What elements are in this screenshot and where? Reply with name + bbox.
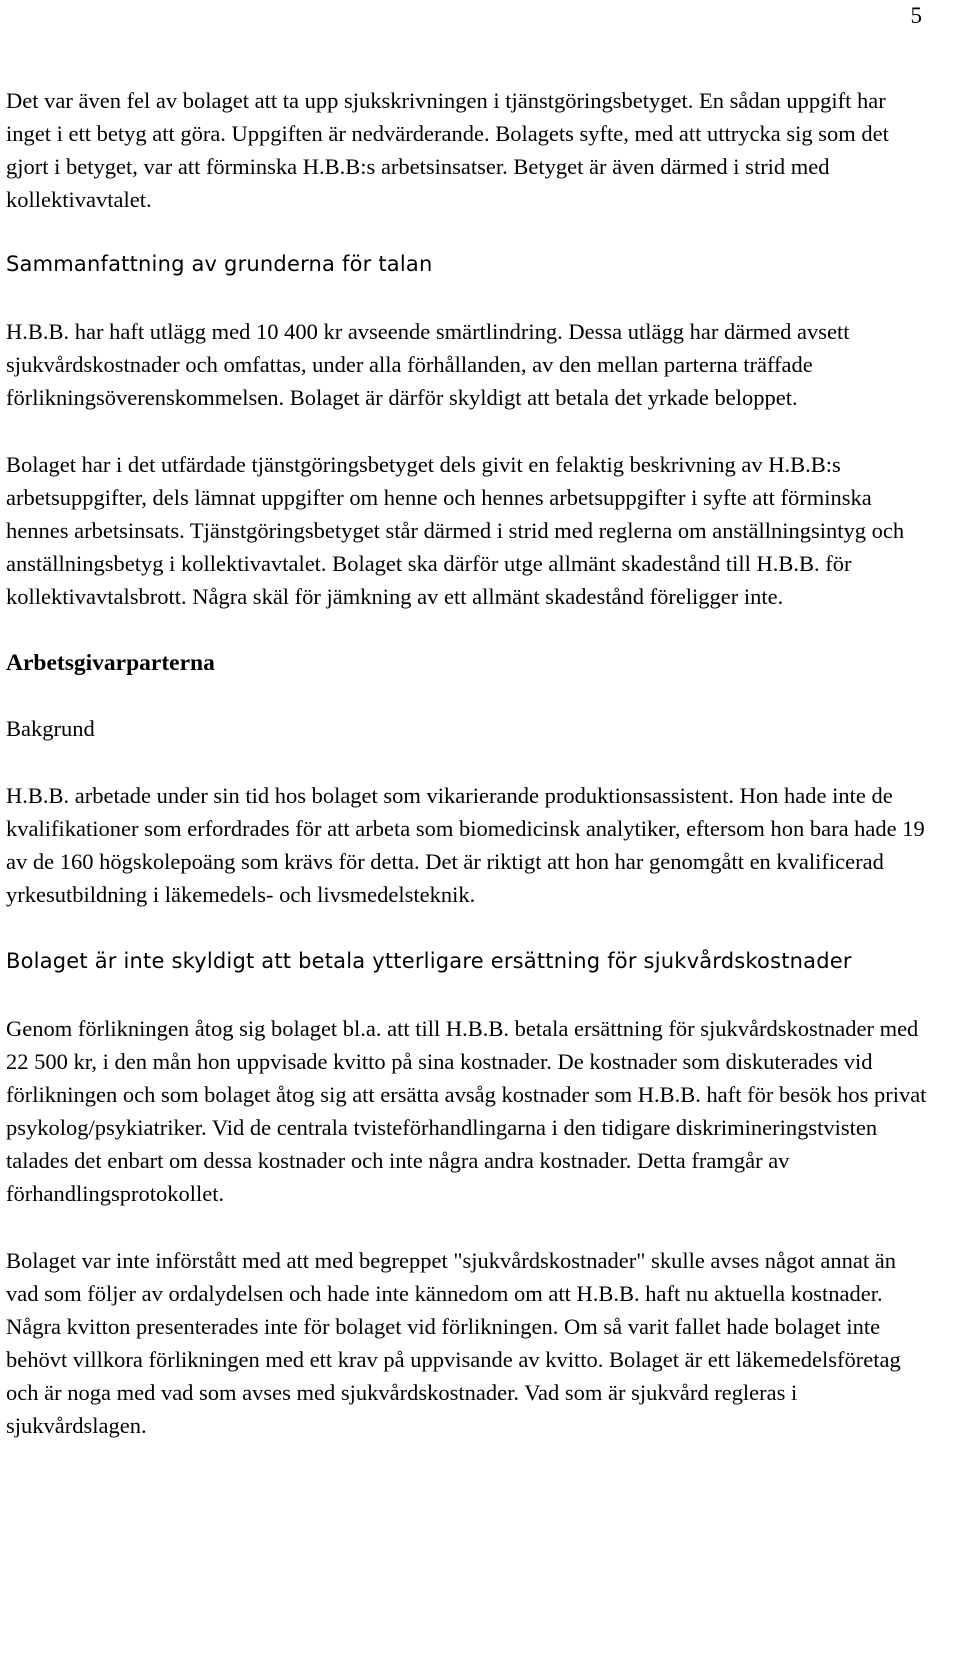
paragraph-bakgrund: H.B.B. arbetade under sin tid hos bolaget som vikarierande produktionsassistent. Hon hade inte de kvalifikationer som erfordrades för att arbeta som biomedicinsk analytiker, eftersom hon bara hade 19 av de 160 högskolepoäng som krävs för detta. Det är riktigt att hon har genomgått en kvalificerad yrkesutbildning i läkemedels- och livsmedelsteknik.: [6, 783, 925, 907]
heading-arbetsgivarparterna: Arbetsgivarparterna: [6, 650, 215, 676]
paragraph-tjanstgoringsbetyg: Bolaget har i det utfärdade tjänstgöringsbetyget dels givit en felaktig beskrivning av H.B.B:s arbetsuppgifter, dels lämnat uppgifter om henne och hennes arbetsuppgifter i syfte att förminska hennes arbetsinsats. Tjänstgöringsbetyget står därmed i strid med reglerna om anställningsintyg och anställningsbetyg i kollektivavtalet. Bolaget ska därför utge allmänt skadestånd till H.B.B. för kollektivavtalsbrott. Några skäl för jämkning av ett allmänt skadestånd föreligger inte.: [6, 452, 905, 609]
paragraph-sjukskrivning: Det var även fel av bolaget att ta upp sjukskrivningen i tjänstgöringsbetyget. En sådan uppgift har inget i ett betyg att göra. Uppgiften är nedvärderande. Bolagets syfte, med att uttrycka sig som det gjort i betyget, var att förminska H.B.B:s arbetsinsatser. Betyget är även därmed i strid med kollektivavtalet.: [6, 88, 889, 212]
paragraph-forlikningen: Genom förlikningen åtog sig bolaget bl.a. att till H.B.B. betala ersättning för sjukvårdskostnader med 22 500 kr, i den mån hon uppvisade kvitto på sina kostnader. De kostnader som diskuterades vid förlikningen och som bolaget åtog sig att ersätta avsåg kostnader som H.B.B. haft för besök hos privat psykolog/psykiatriker. Vid de centrala tvisteförhandlingarna i den tidigare diskrimineringstvisten talades det enbart om dessa kostnader och inte några andra kostnader. Detta framgår av förhandlingsprotokollet.: [6, 1016, 927, 1206]
heading-bakgrund: Bakgrund: [6, 716, 95, 741]
paragraph-sjukvardskostnader: Bolaget var inte införstått med att med begreppet "sjukvårdskostnader" skulle avses något annat än vad som följer av ordalydelsen och hade inte kännedom om att H.B.B. haft nu aktuella kostnader. Några kvitton presenterades inte för bolaget vid förlikningen. Om så varit fallet hade bolaget inte behövt villkora förlikningen med ett krav på uppvisande av kvitto. Bolaget är ett läkemedelsföretag och är noga med vad som avses med sjukvårdskostnader. Vad som är sjukvård regleras i sjukvårdslagen.: [6, 1248, 901, 1438]
paragraph-utlagg: H.B.B. har haft utlägg med 10 400 kr avseende smärtlindring. Dessa utlägg har därmed avsett sjukvårdskostnader och omfattas, under alla förhållanden, av den mellan parterna träffade förlikningsöverenskommelsen. Bolaget är därför skyldigt att betala det yrkade beloppet.: [6, 319, 850, 410]
heading-ej-skyldigt: Bolaget är inte skyldigt att betala ytterligare ersättning för sjukvårdskostnader: [6, 949, 852, 973]
page-number: 5: [910, 3, 922, 28]
document-body: [6, 84, 931, 1442]
heading-sammanfattning: Sammanfattning av grunderna för talan: [6, 252, 433, 276]
